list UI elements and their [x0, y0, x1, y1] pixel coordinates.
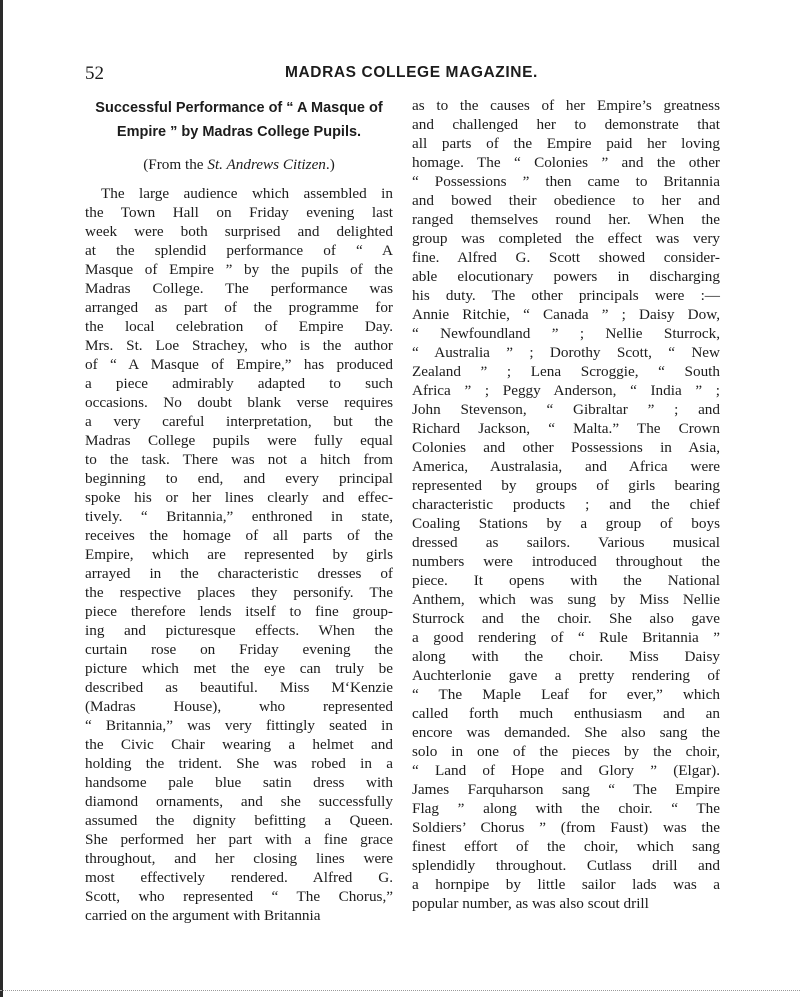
text-line: encore was demanded. She also sang the — [412, 724, 720, 741]
text-line: “ Land of Hope and Glory ” (Elgar). — [412, 762, 720, 779]
source-suffix: .) — [325, 156, 335, 173]
text-line: (Madras House), who represented — [85, 698, 393, 715]
text-line: Coaling Stations by a group of boys — [412, 515, 720, 532]
text-line: “ Australia ” ; Dorothy Scott, “ New — [412, 344, 720, 361]
text-line: Richard Jackson, “ Malta.” The Crown — [412, 420, 720, 437]
text-line: Scott, who represented “ The Chorus,” — [85, 888, 393, 905]
text-line: the local celebration of Empire Day. — [85, 318, 393, 335]
article-column-left — [85, 96, 393, 925]
text-line: holding the trident. She was robed in a — [85, 755, 393, 772]
page-number: 52 — [85, 63, 104, 84]
text-line: Africa ” ; Peggy Anderson, “ India ” ; — [412, 382, 720, 399]
text-line: dressed as sailors. Various musical — [412, 534, 720, 551]
text-line: Madras College. The performance was — [85, 280, 393, 297]
text-line: the Town Hall on Friday evening last — [85, 204, 393, 221]
text-line: group was completed the effect was very — [412, 230, 720, 247]
article-title — [85, 96, 393, 144]
text-line: finest effort of the choir, which sang — [412, 838, 720, 855]
text-line: America, Australasia, and Africa were — [412, 458, 720, 475]
text-line: Annie Ritchie, “ Canada ” ; Daisy Dow, — [412, 306, 720, 323]
text-line: fine. Alfred G. Scott showed consider- — [412, 249, 720, 266]
page-edge-left — [0, 0, 3, 997]
text-line: his duty. The other principals were :— — [412, 287, 720, 304]
text-line: week were both surprised and delighted — [85, 223, 393, 240]
text-line: spoke his or her lines clearly and effec- — [85, 489, 393, 506]
article-title-line: Empire ” by Madras College Pupils. — [116, 124, 362, 140]
article-column-right — [412, 96, 720, 913]
text-line: handsome pale blue satin dress with — [85, 774, 393, 791]
text-line: arranged as part of the programme for — [85, 299, 393, 316]
text-line: a very careful interpretation, but the — [85, 413, 393, 430]
text-line: Masque of Empire ” by the pupils of the — [85, 261, 393, 278]
text-line: a good rendering of “ Rule Britannia ” — [412, 629, 720, 646]
text-line: all parts of the Empire paid her loving — [412, 135, 720, 152]
article-title-line: Successful Performance of “ A Masque of — [95, 100, 383, 116]
text-line: ranged themselves round her. When the — [412, 211, 720, 228]
text-line: the Civic Chair wearing a helmet and — [85, 736, 393, 753]
article-body-left — [85, 184, 393, 925]
text-line: James Farquharson sang “ The Empire — [412, 781, 720, 798]
text-line: and bowed their obedience to her and — [412, 192, 720, 209]
text-line: occasions. No doubt blank verse requires — [85, 394, 393, 411]
text-line: Anthem, which was sung by Miss Nellie — [412, 591, 720, 608]
text-line: and challenged her to demonstrate that — [412, 116, 720, 133]
text-line: arrayed in the characteristic dresses of — [85, 565, 393, 582]
text-line: along with the choir. Miss Daisy — [412, 648, 720, 665]
text-line: solo in one of the pieces by the choir, — [412, 743, 720, 760]
text-line: “ Britannia,” was very fittingly seated in — [85, 717, 393, 734]
text-line: Zealand ” ; Lena Scroggie, “ South — [412, 363, 720, 380]
text-line: piece. It opens with the National — [412, 572, 720, 589]
text-line: popular number, as was also scout drill — [412, 895, 649, 912]
source-publication: St. Andrews Citizen — [207, 156, 326, 173]
text-line: receives the homage of all parts of the — [85, 527, 393, 544]
text-line: The large audience which assembled in — [101, 185, 393, 202]
running-head: MADRAS COLLEGE MAGAZINE. — [285, 64, 538, 81]
text-line: represented by groups of girls bearing — [412, 477, 720, 494]
text-line: tively. “ Britannia,” enthroned in state, — [85, 508, 393, 525]
text-line: Flag ” along with the choir. “ The — [412, 800, 720, 817]
text-line: curtain rose on Friday evening the — [85, 641, 393, 658]
text-line: John Stevenson, “ Gibraltar ” ; and — [412, 401, 720, 418]
text-line: picture which met the eye can truly be — [85, 660, 393, 677]
text-line: a piece admirably adapted to such — [85, 375, 393, 392]
text-line: Soldiers’ Chorus ” (from Faust) was the — [412, 819, 720, 836]
text-line: carried on the argument with Britannia — [85, 907, 321, 924]
text-line: called forth much enthusiasm and an — [412, 705, 720, 722]
text-line: able elocutionary powers in discharging — [412, 268, 720, 285]
text-line: “ Possessions ” then came to Britannia — [412, 173, 720, 190]
text-line: Madras College pupils were fully equal — [85, 432, 393, 449]
text-line: diamond ornaments, and she successfully — [85, 793, 393, 810]
text-line: homage. The “ Colonies ” and the other — [412, 154, 720, 171]
page-edge-bottom — [0, 990, 800, 992]
text-line: throughout, and her closing lines were — [85, 850, 393, 867]
article-body-right — [412, 96, 720, 913]
text-line: “ The Maple Leaf for ever,” which — [412, 686, 720, 703]
text-line: to the task. There was not a hitch from — [85, 451, 393, 468]
text-line: of “ A Masque of Empire,” has produced — [85, 356, 393, 373]
text-line: splendidly throughout. Cutlass drill and — [412, 857, 720, 874]
text-line: Colonies and other Possessions in Asia, — [412, 439, 720, 456]
article-source — [85, 155, 393, 174]
source-prefix: (From the — [143, 156, 208, 173]
text-line: characteristic products ; and the chief — [412, 496, 720, 513]
text-line: the respective places they personify. The — [85, 584, 393, 601]
text-line: a hornpipe by little sailor lads was a — [412, 876, 720, 893]
text-line: “ Newfoundland ” ; Nellie Sturrock, — [412, 325, 720, 342]
text-line: as to the causes of her Empire’s greatness — [412, 97, 720, 114]
text-line: Empire, which are represented by girls — [85, 546, 393, 563]
text-line: Mrs. St. Loe Strachey, who is the author — [85, 337, 393, 354]
text-line: piece therefore lends itself to fine group- — [85, 603, 393, 620]
text-line: Auchterlonie gave a pretty rendering of — [412, 667, 720, 684]
text-line: Sturrock and the choir. She also gave — [412, 610, 720, 627]
text-line: She performed her part with a fine grace — [85, 831, 393, 848]
text-line: described as beautiful. Miss M‘Kenzie — [85, 679, 393, 696]
text-line: beginning to end, and every principal — [85, 470, 393, 487]
text-line: numbers were introduced throughout the — [412, 553, 720, 570]
text-line: assumed the dignity befitting a Queen. — [85, 812, 393, 829]
text-line: most effectively rendered. Alfred G. — [85, 869, 393, 886]
text-line: at the splendid performance of “ A — [85, 242, 393, 259]
text-line: ing and picturesque effects. When the — [85, 622, 393, 639]
